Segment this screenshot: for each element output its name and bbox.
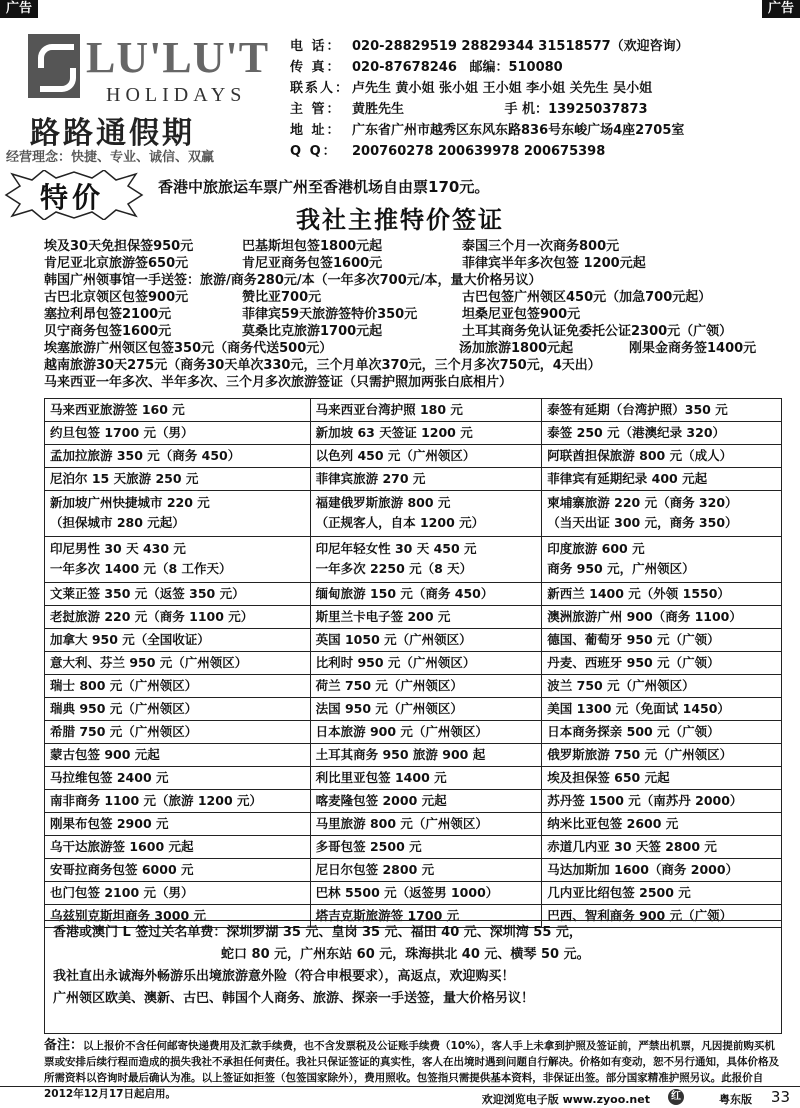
table-cell-line: 商务 950 元，广州领区）: [547, 561, 695, 577]
table-cell: 马来西亚台湾护照 180 元: [310, 399, 542, 422]
fax-label: 传 真：: [290, 60, 342, 75]
logo-s-mark-icon: [28, 34, 80, 98]
table-row: [45, 812, 782, 835]
contacts-value: 卢先生 黄小姐 张小姐 王小姐 李小姐 关先生 吴小姐: [352, 81, 653, 96]
fax-value: 020-87678246: [352, 60, 457, 75]
table-cell: 德国、葡萄牙 950 元（广领）: [542, 628, 782, 651]
table-row: [45, 491, 782, 537]
table-cell: 意大利、芬兰 950 元（广州领区）: [45, 651, 311, 674]
table-cell: 美国 1300 元（免面试 1450）: [542, 697, 782, 720]
promo-item: 汤加旅游1800元起: [459, 341, 574, 356]
mobile-label: 手 机：: [504, 102, 549, 117]
promo-item: 埃塞旅游广州领区包签350元（商务代送500元）: [44, 341, 333, 356]
table-cell-line: 一年多次 1400 元（8 工作天）: [50, 561, 232, 577]
manager-label: 主 管：: [290, 102, 342, 117]
table-row: [45, 720, 782, 743]
table-row: [45, 766, 782, 789]
promo-item: 泰国三个月一次商务800元: [462, 239, 620, 254]
table-cell: 法国 950 元（广州领区）: [310, 697, 542, 720]
address-value: 广东省广州市越秀区东风东路836号东峻广场4座2705室: [352, 123, 685, 138]
table-cell: [310, 491, 542, 537]
table-cell: 土耳其商务 950 旅游 900 起: [310, 743, 542, 766]
mobile-value: 13925037873: [548, 102, 648, 117]
promo-item: 古巴北京领区包签900元: [44, 290, 189, 305]
promo-item: 塞拉利昂包签2100元: [44, 307, 172, 322]
promo-item: 埃及30天免担保签950元: [44, 239, 194, 254]
promo-row: [44, 306, 784, 323]
table-row: [45, 674, 782, 697]
table-row: [45, 743, 782, 766]
address-row: [290, 120, 795, 141]
table-cell: 缅甸旅游 150 元（商务 450）: [310, 582, 542, 605]
table-cell: 泰签 250 元（港澳纪录 320）: [542, 422, 782, 445]
promo-item: 肯尼亚北京旅游签650元: [44, 256, 189, 271]
promo-row: [44, 238, 784, 255]
table-row: [45, 582, 782, 605]
promo-row: [44, 272, 784, 289]
footer-website[interactable]: 欢迎浏览电子版 www.zyoo.net: [481, 1093, 650, 1106]
promo-item: 刚果金商务签1400元: [629, 341, 757, 356]
promo-item: 莫桑比克旅游1700元起: [242, 324, 383, 339]
page-footer: [0, 1086, 800, 1108]
promo-row: [44, 323, 784, 340]
business-motto: 经营理念：快捷、专业、诚信、双赢: [6, 150, 215, 165]
table-cell: 几内亚比绍包签 2500 元: [542, 881, 782, 904]
table-cell: 英国 1050 元（广州领区）: [310, 628, 542, 651]
promo-row: [44, 357, 784, 374]
table-row: [45, 858, 782, 881]
table-cell: 菲律宾有延期纪录 400 元起: [542, 468, 782, 491]
table-cell: 俄罗斯旅游 750 元（广州领区）: [542, 743, 782, 766]
special-badge: 特价: [40, 181, 105, 214]
manager-row: [290, 99, 795, 120]
table-cell: 也门包签 2100 元（男）: [45, 881, 311, 904]
table-row: [45, 697, 782, 720]
footer-edition: 粤东版: [719, 1093, 752, 1106]
table-cell: 文莱正签 350 元（返签 350 元）: [45, 582, 311, 605]
table-cell: 丹麦、西班牙 950 元（广领）: [542, 651, 782, 674]
notice-line: 我社直出永诚海外畅游乐出境旅游意外险（符合申根要求），高返点，欢迎购买！: [53, 969, 515, 984]
table-cell: 孟加拉旅游 350 元（商务 450）: [45, 445, 311, 468]
promo-list: [44, 238, 784, 391]
table-row: [45, 399, 782, 422]
table-cell-line: 福建俄罗斯旅游 800 元: [315, 495, 451, 511]
address-label: 地 址：: [290, 123, 342, 138]
promo-item: 土耳其商务免认证免委托公证2300元（广领）: [462, 324, 733, 339]
table-cell-line: 印度旅游 600 元: [547, 541, 645, 557]
table-cell: 波兰 750 元（广州领区）: [542, 674, 782, 697]
table-cell: 乌干达旅游签 1600 元起: [45, 835, 311, 858]
table-cell-line: 柬埔寨旅游 220 元（商务 320）: [547, 495, 738, 511]
page-number: 33: [770, 1088, 790, 1106]
notice-line: 广州领区欧美、澳新、古巴、韩国个人商务、旅游、探亲一手送签，量大价格另议！: [53, 991, 535, 1006]
table-cell: 约旦包签 1700 元（男）: [45, 422, 311, 445]
qq-label: Q Q：: [290, 144, 338, 159]
table-cell: 瑞士 800 元（广州领区）: [45, 674, 311, 697]
table-cell: [542, 491, 782, 537]
table-cell: [542, 536, 782, 582]
table-cell-line: 新加坡广州快捷城市 220 元: [50, 495, 210, 511]
promo-row: [44, 255, 784, 272]
notice-line: 香港或澳门 L 签过关名单费：深圳罗湖 35 元、皇岗 35 元、福田 40 元、深圳湾 55 元，: [53, 925, 582, 940]
contact-block: [290, 36, 795, 162]
table-row: [45, 468, 782, 491]
table-cell: [45, 491, 311, 537]
table-cell: 日本商务探亲 500 元（广领）: [542, 720, 782, 743]
ad-label-left: 广告: [0, 0, 38, 18]
notice-line: 蛇口 80 元，广州东站 60 元，珠海拱北 40 元、横琴 50 元。: [221, 947, 590, 962]
company-logo: [28, 32, 278, 151]
table-cell: 泰签有延期（台湾护照）350 元: [542, 399, 782, 422]
table-row: [45, 881, 782, 904]
promo-item: 韩国广州领事馆一手送签：旅游/商务280元/本（一年多次700元/本，量大价格另议）: [44, 273, 542, 288]
promo-item: 赞比亚700元: [242, 290, 322, 305]
promo-item: 越南旅游30天275元（商务30天单次330元，三个月单次370元，三个月多次750元，4天出）: [44, 358, 601, 373]
promo-row: [44, 340, 784, 357]
table-row: [45, 835, 782, 858]
table-cell: 以色列 450 元（广州领区）: [310, 445, 542, 468]
promo-item: 菲律宾半年多次包签 1200元起: [462, 256, 646, 271]
table-cell: 斯里兰卡电子签 200 元: [310, 605, 542, 628]
table-cell: 刚果布包签 2900 元: [45, 812, 311, 835]
table-row: [45, 445, 782, 468]
table-cell: 马里旅游 800 元（广州领区）: [310, 812, 542, 835]
table-cell: 乌兹别克斯坦商务 3000 元: [45, 904, 311, 927]
fax-row: [290, 57, 795, 78]
table-cell-line: 印尼年轻女性 30 天 450 元: [315, 541, 477, 557]
promo-item: 肯尼亚商务包签1600元: [242, 256, 383, 271]
postcode-value: 510080: [508, 60, 563, 75]
contacts-label: 联系人：: [290, 81, 351, 96]
ad-label-right: 广告: [762, 0, 800, 18]
table-row: [45, 422, 782, 445]
promo-item: 马来西亚一年多次、半年多次、三个月多次旅游签证（只需护照加两张白底相片）: [44, 375, 513, 390]
table-row: [45, 628, 782, 651]
promo-item: 巴基斯坦包签1800元起: [242, 239, 383, 254]
promo-item: 古巴包签广州领区450元（加急700元起）: [462, 290, 712, 305]
table-cell: 菲律宾旅游 270 元: [310, 468, 542, 491]
table-cell: 塔吉克斯旅游签 1700 元: [310, 904, 542, 927]
table-cell: 新西兰 1400 元（外领 1550）: [542, 582, 782, 605]
promo-item: 坦桑尼亚包签900元: [462, 307, 581, 322]
table-row: [45, 789, 782, 812]
table-cell: 日本旅游 900 元（广州领区）: [310, 720, 542, 743]
table-cell: 纳米比亚包签 2600 元: [542, 812, 782, 835]
table-cell: 喀麦隆包签 2000 元起: [310, 789, 542, 812]
table-cell-line: （担保城市 280 元起）: [50, 515, 185, 531]
logo-holidays: HOLIDAYS: [106, 84, 247, 106]
footer-badge-icon: 红: [668, 1089, 684, 1105]
promo-row: [44, 289, 784, 306]
qq-value: 200760278 200639978 200675398: [352, 144, 606, 159]
table-cell: 赤道几内亚 30 天签 2800 元: [542, 835, 782, 858]
table-cell: 荷兰 750 元（广州领区）: [310, 674, 542, 697]
table-cell: 南非商务 1100 元（旅游 1200 元）: [45, 789, 311, 812]
table-cell: 希腊 750 元（广州领区）: [45, 720, 311, 743]
table-cell: 巴西、智利商务 900 元（广领）: [542, 904, 782, 927]
table-cell: 新加坡 63 天签证 1200 元: [310, 422, 542, 445]
logo-chinese-name: 路路通假期: [30, 116, 195, 151]
visa-price-table: [44, 398, 782, 928]
promo-item: 贝宁商务包签1600元: [44, 324, 172, 339]
table-cell: 阿联酋担保旅游 800 元（成人）: [542, 445, 782, 468]
table-cell: 老挝旅游 220 元（商务 1100 元）: [45, 605, 311, 628]
page-headline: 我社主推特价签证: [296, 206, 504, 234]
table-cell: 比利时 950 元（广州领区）: [310, 651, 542, 674]
special-offer-line: 香港中旅旅运车票广州至香港机场自由票170元。: [158, 178, 490, 196]
table-cell: 多哥包签 2500 元: [310, 835, 542, 858]
table-cell: 澳洲旅游广州 900（商务 1100）: [542, 605, 782, 628]
phone-label: 电 话：: [290, 39, 342, 54]
table-cell: 巴林 5500 元（返签男 1000）: [310, 881, 542, 904]
table-cell: 苏丹签 1500 元（南苏丹 2000）: [542, 789, 782, 812]
manager-value: 黄胜先生: [352, 102, 405, 117]
phone-value: 020-28829519 28829344 31518577（欢迎咨询）: [352, 39, 689, 54]
promo-row: [44, 374, 784, 391]
table-row: [45, 651, 782, 674]
postcode-label: 邮编：: [469, 60, 509, 75]
table-cell: 利比里亚包签 1400 元: [310, 766, 542, 789]
table-cell: 尼日尔包签 2800 元: [310, 858, 542, 881]
table-cell: 马拉维包签 2400 元: [45, 766, 311, 789]
notice-box: [44, 920, 782, 1034]
table-cell: 马来西亚旅游签 160 元: [45, 399, 311, 422]
qq-row: [290, 141, 795, 162]
table-cell: [310, 536, 542, 582]
table-cell: 尼泊尔 15 天旅游 250 元: [45, 468, 311, 491]
table-cell: 安哥拉商务包签 6000 元: [45, 858, 311, 881]
table-cell: 瑞典 950 元（广州领区）: [45, 697, 311, 720]
table-cell-line: 一年多次 2250 元（8 天）: [315, 561, 473, 577]
table-cell-line: （当天出证 300 元，商务 350）: [547, 515, 738, 531]
table-cell-line: 印尼男性 30 天 430 元: [50, 541, 186, 557]
table-cell: 加拿大 950 元（全国收证）: [45, 628, 311, 651]
table-cell: [45, 536, 311, 582]
table-cell: 埃及担保签 650 元起: [542, 766, 782, 789]
logo-wordmark: LU'LU'T: [86, 33, 270, 82]
table-row: [45, 536, 782, 582]
remark-label: 备注：: [44, 1038, 84, 1053]
phone-row: [290, 36, 795, 57]
promo-item: 菲律宾59天旅游签特价350元: [242, 307, 418, 322]
table-row: [45, 605, 782, 628]
remark-text: 以上报价不含任何邮寄快递费用及汇款手续费，也不含发票税及公证账手续费（10%），客人手上未拿到护照及签证前，严禁出机票，凡因提前购买机票或安排后续行程而造成的损失我社不承担任何责任。我社只保证签证的真实性，客人在出境时遇到问题自行解决。价格如有变动，恕不另行通知，具体价格及所需资料以咨询时最后确认为准。以上签证如拒签（包签国家除外），费用照收。包签指只需提供基本资料，非保证出签。部分国家精准护照另议。此报价自2012年12月17日起启用。: [44, 1040, 779, 1100]
table-cell: 马达加斯加 1600（商务 2000）: [542, 858, 782, 881]
contacts-row: [290, 78, 795, 99]
table-cell: 蒙古包签 900 元起: [45, 743, 311, 766]
table-cell-line: （正规客人，自本 1200 元）: [315, 515, 485, 531]
